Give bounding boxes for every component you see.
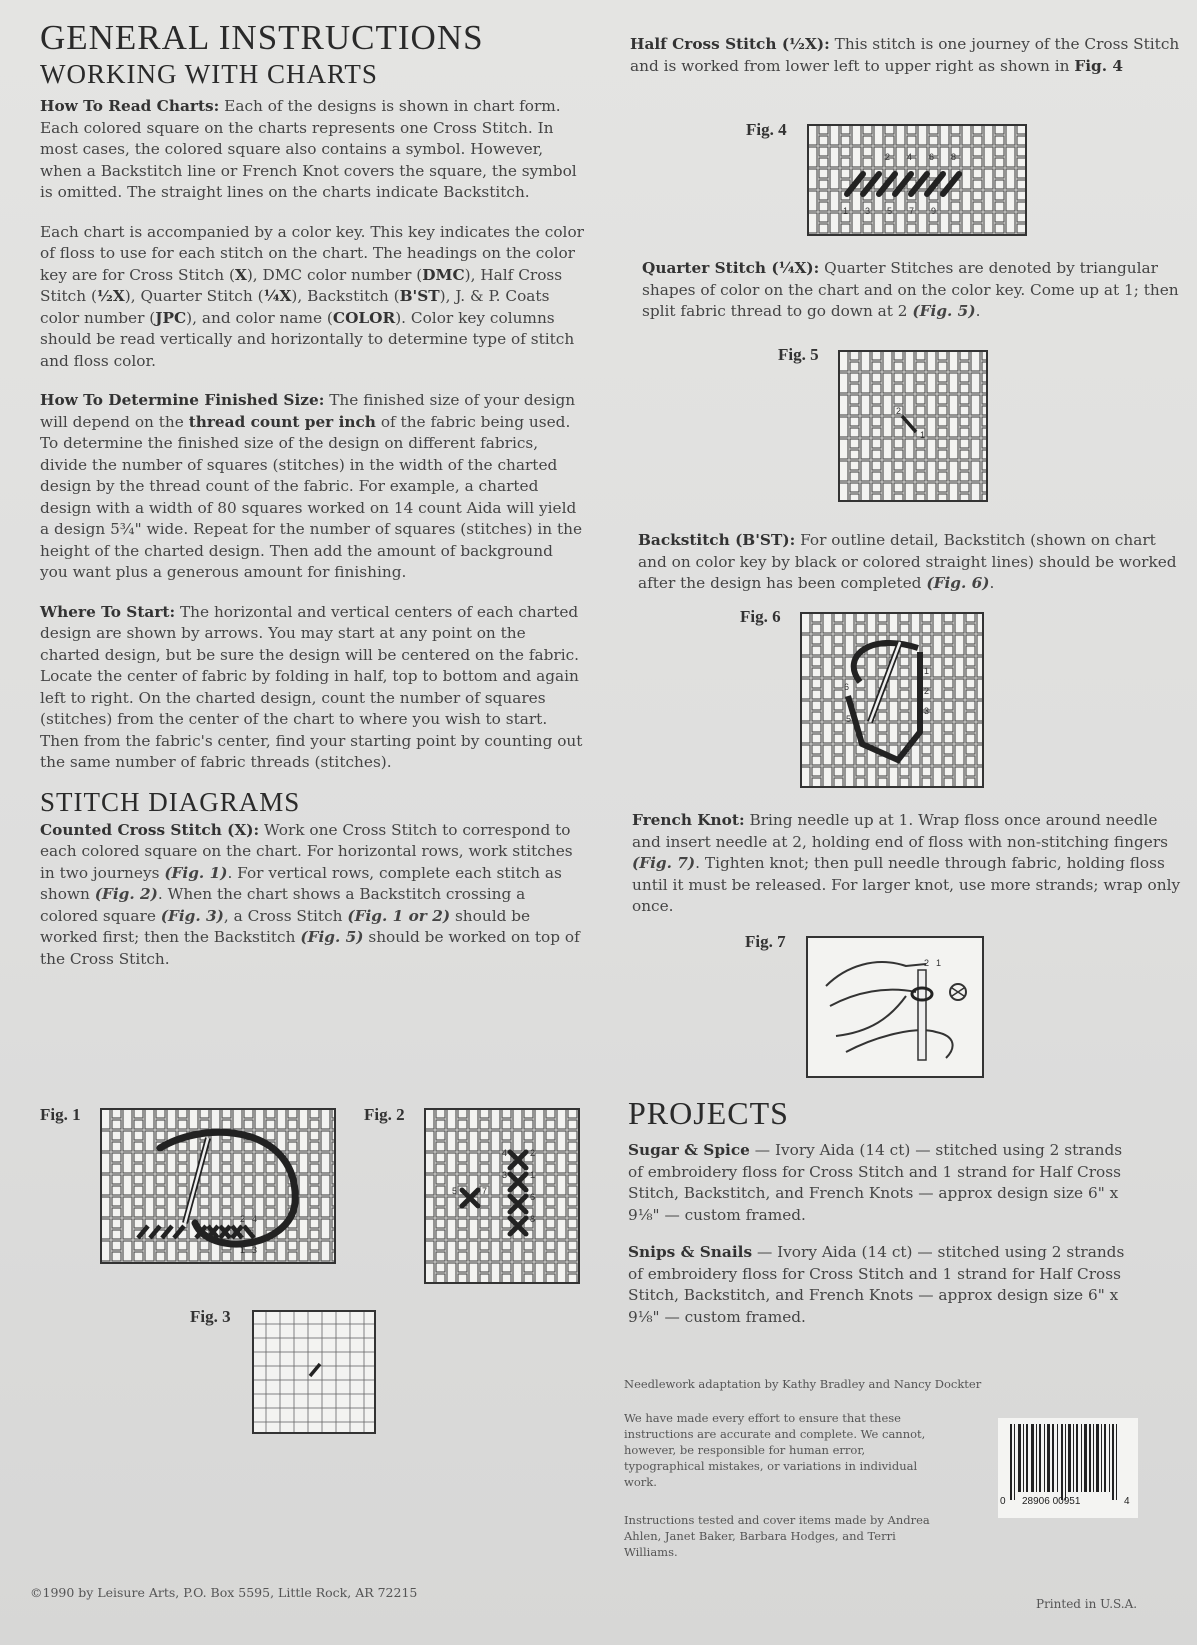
- cross-stitch-text: , a Cross Stitch: [223, 906, 343, 925]
- fig1-number: 3: [252, 1245, 258, 1255]
- half-cross-paragraph: [630, 34, 1185, 77]
- fig1-number: 2: [240, 1214, 246, 1224]
- fig6-number: 6: [844, 682, 850, 692]
- fig7-label: Fig. 7: [745, 932, 786, 951]
- fig6-number: 4: [906, 742, 912, 752]
- fig7-number: 1: [936, 958, 942, 968]
- quarter-lead: Quarter Stitch (¼X):: [642, 259, 820, 277]
- read-charts-lead: How To Read Charts:: [40, 97, 220, 115]
- fig2-number: 7: [482, 1186, 488, 1196]
- fig3-diagram: [252, 1310, 376, 1434]
- color-key-text: ), and color name (: [186, 308, 333, 327]
- color-key-text: ), Half Cross Stitch (: [40, 265, 563, 305]
- finished-size-text: of the fabric being used. To determine the finished size of the design on different fabrics, divide the number of squares (stitches) in the width of the charted design by the thread count of the fabric. For example, a charted design with a width of 80 squares worked on 14 count Aida will yield a design 5¾" wide. Repeat for the number of squares (stitches) in the height of the charted design. Then add the amount of background you want plus a generous amount for finishing.: [40, 412, 583, 581]
- fig2-number: 5: [452, 1186, 458, 1196]
- fig6-number: 1: [924, 666, 930, 676]
- barcode-tail-digit: 4: [1124, 1496, 1130, 1507]
- backstitch-text: For outline detail, Backstitch (shown on chart and on color key by black or colored straight lines) should be worked after the design has been completed: [638, 531, 1177, 592]
- half-cross-text: This stitch is one journey of the Cross Stitch and is worked from lower left to upper right as shown in: [630, 35, 1180, 75]
- fig2-number: 1: [530, 1170, 536, 1180]
- punct: .: [975, 302, 981, 320]
- fig7-diagram: [806, 936, 984, 1078]
- key-x: X: [234, 265, 247, 284]
- fig2-number: 8: [530, 1214, 536, 1224]
- fig5-diagram: [838, 350, 988, 502]
- color-key-paragraph: [40, 222, 585, 373]
- credits-adaptation: Needlework adaptation by Kathy Bradley and Nancy Dockter: [624, 1377, 982, 1391]
- fig6-label: Fig. 6: [740, 607, 781, 626]
- project-name: Sugar & Spice: [628, 1141, 750, 1159]
- fig4-number: 1: [843, 206, 849, 216]
- page-title: GENERAL INSTRUCTIONS: [40, 18, 484, 57]
- fig4-number: 8: [951, 152, 957, 162]
- fig6-number: 3: [924, 706, 930, 716]
- fig4-number: 3: [865, 206, 871, 216]
- key-quarter-x: ¼X: [263, 287, 292, 305]
- project-name: Snips & Snails: [628, 1243, 753, 1261]
- french-knot-lead: French Knot:: [632, 811, 745, 829]
- key-dmc: DMC: [422, 265, 465, 284]
- cross-stitch-text: should be worked first; then the Backstitch: [40, 906, 531, 946]
- quarter-text: Quarter Stitches are denoted by triangular shapes of color on the chart and on the color key. Come up at 1; then split fabric thread to go down at 2: [642, 259, 1179, 320]
- fig-ref: Fig. 4: [1074, 56, 1123, 75]
- project-text: — Ivory Aida (14 ct) — stitched using 2 strands of embroidery floss for Cross Stitch and 1 strand for Half Cross Stitch, Backstitch, and French Knots — approx design size 6" x 9⅛" — custom framed.: [628, 1141, 1123, 1224]
- read-charts-paragraph: [40, 96, 585, 204]
- french-knot-paragraph: [632, 810, 1182, 918]
- fig-ref: (Fig. 5): [912, 302, 976, 320]
- where-start-text: The horizontal and vertical centers of each charted design are shown by arrows. You may start at any point on the charted design, but be sure the design will be centered on the fabric. Locate the center of fabric by folding in half, top to bottom and again left to right. On the charted design, count the number of squares (stitches) from the center of the chart to where you wish to start. Then from the fabric's center, find your starting point by counting out the same number of fabric threads (stitches).: [40, 602, 583, 771]
- french-knot-text: . Tighten knot; then pull needle through fabric, holding floss until it must be released. For larger knot, use more strands; wrap only once.: [632, 854, 1181, 915]
- color-key-text: ), Backstitch (: [291, 287, 400, 305]
- project-sugar-spice: [628, 1140, 1138, 1226]
- fig1-number: 1: [240, 1245, 246, 1255]
- fig2-number: 2: [530, 1148, 536, 1158]
- fig4-number: 2: [885, 152, 891, 162]
- fig6-number: 5: [846, 714, 852, 724]
- fig-ref: (Fig. 1): [164, 863, 228, 882]
- fig4-diagram: [807, 124, 1027, 236]
- project-snips-snails: [628, 1242, 1138, 1328]
- punct: .: [989, 574, 995, 592]
- barcode-digits: 28906 00951: [1022, 1496, 1081, 1507]
- key-bst: B'ST: [399, 287, 440, 305]
- section-stitch-diagrams: STITCH DIAGRAMS: [40, 786, 301, 817]
- finished-size-paragraph: [40, 390, 585, 584]
- fig3-label: Fig. 3: [190, 1307, 231, 1326]
- fig5-label: Fig. 5: [778, 345, 819, 364]
- half-cross-lead: Half Cross Stitch (½X):: [630, 35, 830, 53]
- fig5-number: 1: [920, 430, 926, 440]
- fig4-number: 9: [931, 206, 937, 216]
- fig5-number: 2: [896, 406, 902, 416]
- backstitch-section: [638, 530, 1188, 595]
- fig-ref: (Fig. 7): [632, 854, 696, 872]
- barcode: [998, 1418, 1138, 1518]
- cross-stitch-lead: Counted Cross Stitch (X):: [40, 820, 260, 839]
- color-key-text: ), Quarter Stitch (: [124, 287, 264, 305]
- fig4-number: 5: [887, 206, 893, 216]
- credits-tested: Instructions tested and cover items made by Andrea Ahlen, Janet Baker, Barbara Hodges, and Terri Williams.: [624, 1513, 930, 1559]
- backstitch-lead: Backstitch (B'ST):: [638, 531, 796, 549]
- where-start-lead: Where To Start:: [40, 602, 176, 621]
- copyright: ©1990 by Leisure Arts, P.O. Box 5595, Little Rock, AR 72215: [30, 1585, 418, 1600]
- cross-stitch-text: . For vertical rows, complete each stitch as shown: [40, 863, 562, 903]
- key-half-x: ½X: [96, 287, 125, 305]
- fig1-label: Fig. 1: [40, 1105, 81, 1124]
- fig1-number: 4: [252, 1214, 258, 1224]
- quarter-paragraph: [642, 258, 1192, 323]
- fig2-number: 3: [502, 1170, 508, 1180]
- cross-stitch-paragraph: [40, 820, 585, 971]
- finished-size-text: The finished size of your design will depend on the: [40, 391, 576, 431]
- cross-stitch-text: . When the chart shows a Backstitch crossing a colored square: [40, 885, 526, 925]
- right-column: [630, 34, 1185, 77]
- finished-size-lead: How To Determine Finished Size:: [40, 391, 325, 409]
- fig-ref: (Fig. 3): [160, 906, 224, 925]
- fig6-diagram: [800, 612, 984, 788]
- section-working-with-charts: WORKING WITH CHARTS: [40, 59, 378, 89]
- fig2-number: 6: [530, 1192, 536, 1202]
- credits-disclaimer: We have made every effort to ensure that these instructions are accurate and complete. We cannot, however, be responsible for human error, typographical mistakes, or variations in individual work.: [624, 1411, 926, 1489]
- fig1-diagram: [100, 1108, 336, 1264]
- fig4-number: 4: [907, 152, 913, 162]
- left-column: [40, 18, 585, 970]
- barcode-lead-digit: 0: [1000, 1496, 1006, 1507]
- fig-ref: (Fig. 6): [926, 574, 990, 592]
- key-jpc: JPC: [155, 308, 187, 327]
- color-key-text: ), J. & P. Coats color number (: [40, 287, 550, 327]
- french-knot-text: Bring needle up at 1. Wrap floss once around needle and insert needle at 2, holding end of floss with non-stitching fingers: [632, 811, 1168, 851]
- french-knot-section: [632, 810, 1182, 918]
- projects-heading: PROJECTS: [628, 1095, 789, 1131]
- fig-ref: (Fig. 2): [94, 885, 158, 903]
- color-key-text: ), DMC color number (: [246, 265, 423, 284]
- backstitch-paragraph: [638, 530, 1188, 595]
- color-key-text: Each chart is accompanied by a color key. This key indicates the color of floss to use for each stitch on the chart. The headings on the color key are for Cross Stitch (: [40, 222, 584, 284]
- color-key-text: ). Color key columns should be read vertically and horizontally to determine type of stitch and floss color.: [40, 308, 575, 370]
- fig4-number: 6: [929, 152, 935, 162]
- where-start-paragraph: [40, 602, 585, 774]
- thread-count-bold: thread count per inch: [188, 412, 376, 431]
- key-color: COLOR: [332, 308, 396, 327]
- project-text: — Ivory Aida (14 ct) — stitched using 2 strands of embroidery floss for Cross Stitch and 1 strand for Half Cross Stitch, Backstitch, and French Knots — approx design size 6" x 9⅛" — custom framed.: [628, 1243, 1125, 1326]
- printed-in: Printed in U.S.A.: [1036, 1597, 1138, 1611]
- read-charts-text: Each of the designs is shown in chart form. Each colored square on the charts represents one Cross Stitch. In most cases, the colored square also contains a symbol. However, when a Backstitch line or French Knot covers the square, the symbol is omitted. The straight lines on the charts indicate Backstitch.: [40, 97, 577, 201]
- fig6-number: 2: [924, 686, 930, 696]
- fig4-label: Fig. 4: [746, 120, 787, 139]
- fig-ref: (Fig. 1 or 2): [347, 906, 451, 925]
- fig2-diagram: [424, 1108, 580, 1284]
- cross-stitch-text: Work one Cross Stitch to correspond to each colored square on the chart. For horizontal rows, work stitches in two journeys: [40, 820, 573, 882]
- projects-section: [628, 1094, 1188, 1328]
- cross-stitch-text: should be worked on top of the Cross Stitch.: [40, 928, 580, 968]
- fig2-label: Fig. 2: [364, 1105, 405, 1124]
- fig7-number: 2: [924, 958, 930, 968]
- fig-ref: (Fig. 5): [300, 928, 364, 946]
- quarter-section: [642, 258, 1192, 323]
- fig2-number: 4: [502, 1148, 508, 1158]
- fig4-number: 7: [909, 206, 915, 216]
